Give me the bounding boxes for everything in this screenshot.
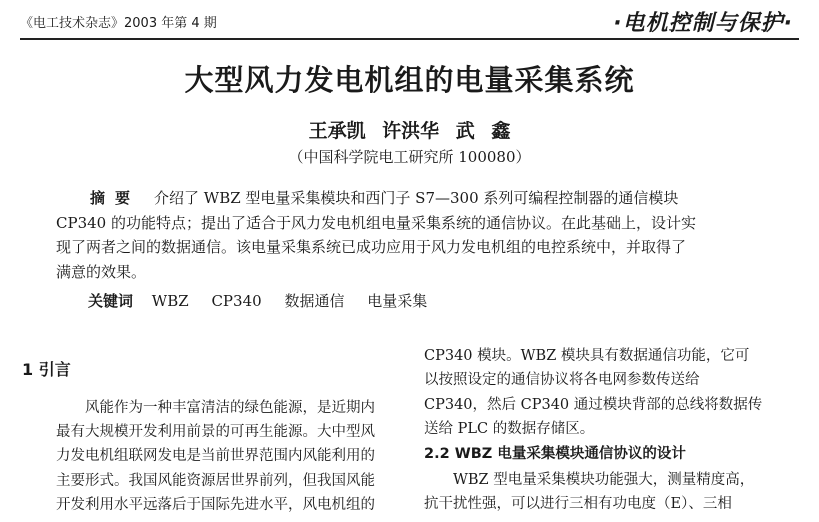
right-column-text — [424, 344, 796, 442]
right-column-text-2 — [424, 468, 796, 517]
keywords-label: 关键词 — [88, 292, 134, 310]
article-authors: 王承凯 许洪华 武 鑫 — [308, 120, 511, 142]
text-line: CP340，然后 CP340 通过模块背部的总线将数据传 — [424, 396, 763, 413]
section-heading-intro: 1 引言 — [22, 360, 71, 379]
abstract-label: 摘要 — [90, 189, 141, 207]
abstract-line-1: 摘要 介绍了 WBZ 型电量采集模块和西门子 S7—300 系列可编程控制器的通信模块 — [90, 189, 679, 207]
abstract — [56, 186, 768, 284]
abstract-line-4: 满意的效果。 — [56, 262, 147, 281]
text-line: 主要形式。我国风能资源居世界前列，但我国风能 — [56, 472, 375, 489]
keyword: WBZ — [151, 292, 189, 310]
abstract-line-3: 现了两者之间的数据通信。该电量采集系统已成功应用于风力发电机组的电控系统中，并取得了 — [56, 238, 687, 256]
abstract-line-2: CP340 的功能特点；提出了适合于风力发电机组电量采集系统的通信协议。在此基础上，设计实 — [56, 213, 696, 232]
article-affiliation: （中国科学院电工研究所 100080） — [288, 148, 531, 166]
keywords — [88, 290, 445, 311]
header-rule — [20, 38, 799, 40]
section-header: ·电机控制与保护· — [613, 11, 793, 36]
text-line: 力发电机组联网发电是当前世界范围内风能利用的 — [56, 448, 375, 465]
text-line: 抗干扰性强，可以进行三相有功电度（E）、三相 — [424, 496, 732, 513]
text-line: WBZ 型电量采集模块功能强大，测量精度高， — [424, 472, 755, 488]
journal-header: 《电工技术杂志》2003 年第 4 期 — [20, 16, 217, 31]
text-line: 风能作为一种丰富清洁的绿色能源，是近期内 — [56, 400, 375, 416]
keyword: CP340 — [211, 292, 262, 310]
text-line: 开发利用水平远落后于国际先进水平，风电机组的 — [56, 496, 375, 513]
text-line: 以按照设定的通信协议将各电网参数传送给 — [424, 372, 700, 389]
keyword: 电量采集 — [367, 292, 428, 310]
text-line: 最有大规模开发利用前景的可再生能源。大中型风 — [56, 424, 375, 441]
left-column-text — [56, 396, 392, 517]
keyword: 数据通信 — [284, 292, 345, 310]
text-line: 送给 PLC 的数据存储区。 — [424, 421, 595, 438]
subsection-heading: 2.2 WBZ 电量采集模块通信协议的设计 — [424, 446, 686, 462]
article-title: 大型风力发电机组的电量采集系统 — [184, 63, 635, 97]
text-line: CP340 模块。WBZ 模块具有数据通信功能，它可 — [424, 348, 750, 364]
